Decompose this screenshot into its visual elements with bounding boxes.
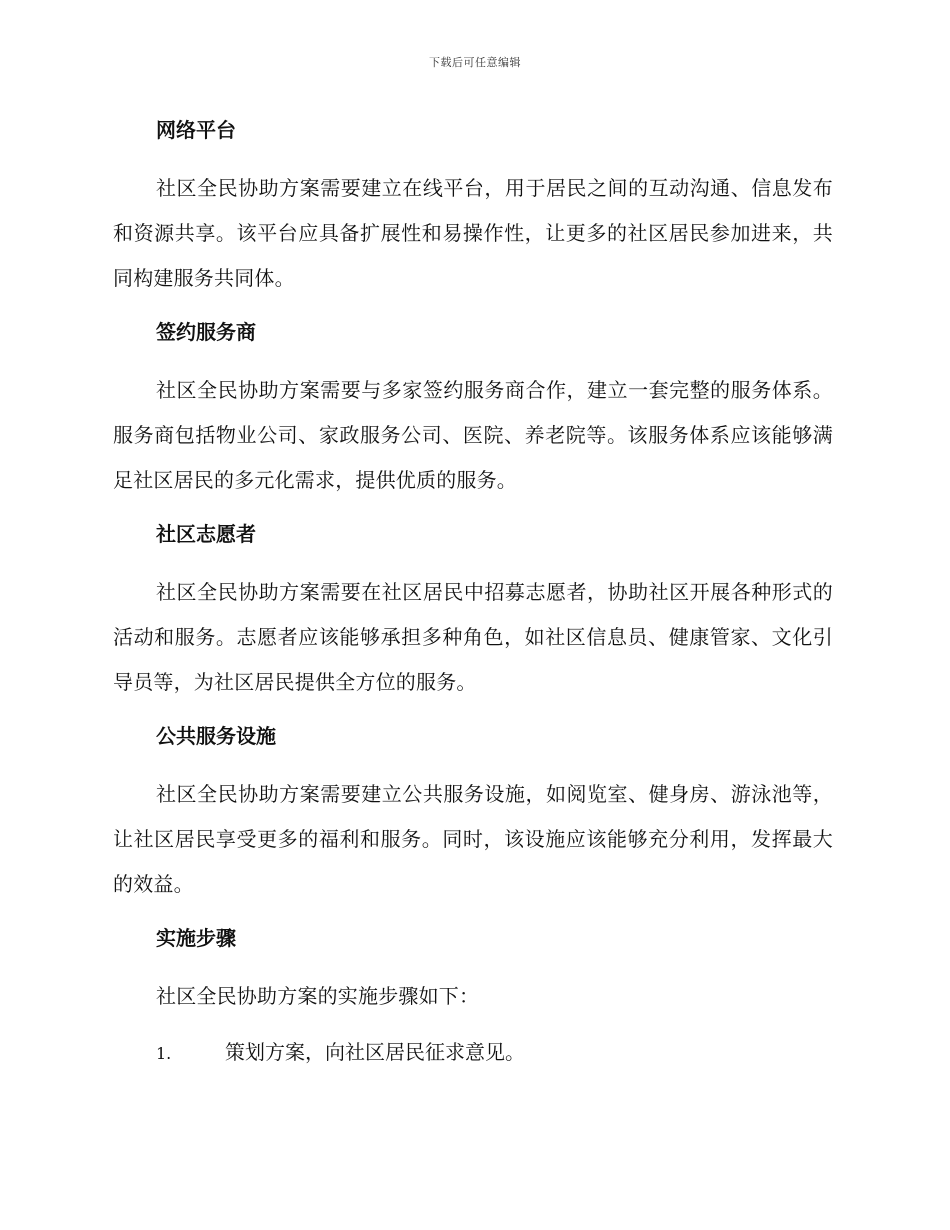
section-paragraph: 社区全民协助方案的实施步骤如下： [156, 984, 480, 1008]
section-heading: 签约服务商 [156, 320, 256, 344]
section-network-platform [113, 110, 833, 301]
section-paragraph: 社区全民协助方案需要建立公共服务设施，如阅览室、健身房、游泳池等，让社区居民享受更多的福利和服务。同时，该设施应该能够充分利用，发挥最大的效益。 [113, 782, 833, 896]
section-paragraph: 社区全民协助方案需要与多家签约服务商合作，建立一套完整的服务体系。服务商包括物业公司、家政服务公司、医院、养老院等。该服务体系应该能够满足社区居民的多元化需求，提供优质的服务。 [113, 378, 833, 492]
section-community-volunteers [113, 514, 833, 705]
section-heading: 网络平台 [156, 118, 236, 142]
section-contracted-providers [113, 312, 833, 503]
section-implementation-steps [113, 918, 833, 1076]
section-heading: 社区志愿者 [156, 522, 256, 546]
list-item-number: 1. [156, 1044, 172, 1063]
section-heading: 实施步骤 [156, 926, 236, 950]
list-item [113, 1030, 833, 1076]
list-item-text: 策划方案，向社区居民征求意见。 [225, 1040, 525, 1064]
section-heading: 公共服务设施 [156, 724, 276, 748]
section-paragraph: 社区全民协助方案需要在社区居民中招募志愿者，协助社区开展各种形式的活动和服务。志愿者应该能够承担多种角色，如社区信息员、健康管家、文化引导员等，为社区居民提供全方位的服务。 [113, 580, 833, 694]
section-paragraph: 社区全民协助方案需要建立在线平台，用于居民之间的互动沟通、信息发布和资源共享。该平台应具备扩展性和易操作性，让更多的社区居民参加进来，共同构建服务共同体。 [113, 176, 833, 290]
document-body [113, 110, 833, 1076]
page-header-note: 下载后可任意编辑 [429, 56, 521, 69]
section-public-facilities [113, 716, 833, 907]
